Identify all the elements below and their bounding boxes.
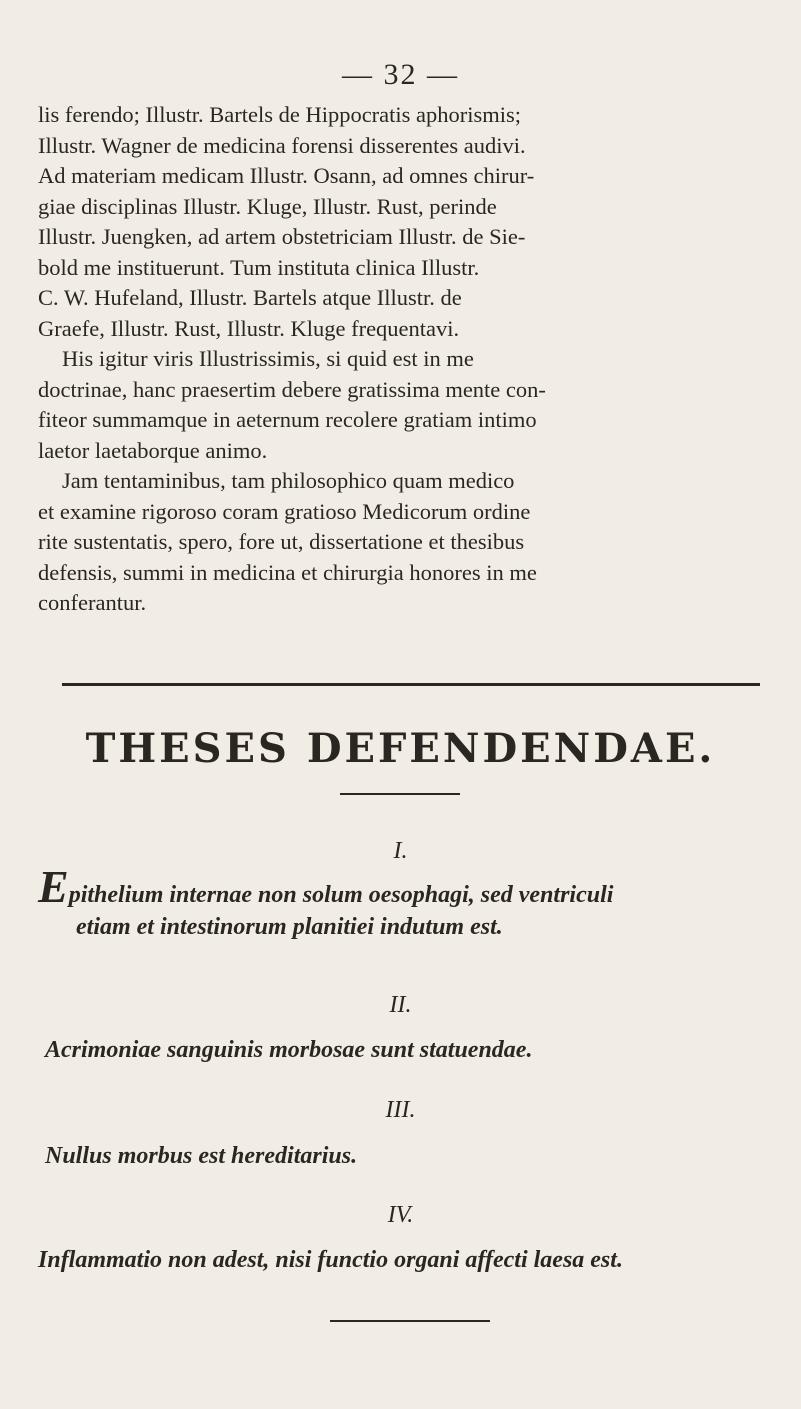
section-divider bbox=[62, 683, 760, 686]
text-line: laetor laetaborque animo. bbox=[38, 437, 268, 463]
paragraph-examinations bbox=[38, 466, 773, 619]
text-line: etiam et intestinorum planitiei indutum est. bbox=[76, 914, 503, 940]
heading-underline bbox=[340, 793, 460, 795]
body-text bbox=[38, 100, 773, 619]
text-line: rite sustentatis, spero, fore ut, dissertatione et thesibus bbox=[38, 529, 525, 554]
text-line: et examine rigoroso coram gratioso Medicorum ordine bbox=[38, 498, 531, 524]
text-line: Illustr. Wagner de medicina forensi disserentes audivi. bbox=[38, 132, 526, 158]
text-line: Inflammatio non adest, nisi functio organi affecti laesa est. bbox=[38, 1247, 623, 1273]
thesis-number: I. bbox=[393, 838, 408, 864]
thesis-text bbox=[38, 1244, 623, 1276]
text-line: Acrimoniae sanguinis morbosae sunt statuendae. bbox=[45, 1037, 533, 1063]
text-line: Jam tentaminibus, tam philosophico quam medico bbox=[62, 468, 515, 493]
section-heading: THESES DEFENDENDAE. bbox=[85, 725, 716, 772]
paragraph-acknowledgment-teachers bbox=[38, 100, 773, 344]
text-line: giae disciplinas Illustr. Kluge, Illustr. Rust, perinde bbox=[38, 193, 497, 219]
text-line: Ad materiam medicam Illustr. Osann, ad omnes chirur- bbox=[38, 163, 535, 188]
text-line: Nullus morbus est hereditarius. bbox=[45, 1143, 358, 1169]
thesis-number: IV. bbox=[387, 1202, 414, 1228]
text-line: bold me instituerunt. Tum instituta clinica Illustr. bbox=[38, 254, 480, 280]
thesis-number: III. bbox=[385, 1097, 416, 1123]
thesis-number: II. bbox=[389, 992, 412, 1018]
thesis-text bbox=[38, 861, 614, 943]
text-line: His igitur viris Illustrissimis, si quid est in me bbox=[62, 346, 474, 371]
text-line: doctrinae, hanc praesertim debere gratissima mente con- bbox=[38, 376, 546, 402]
closing-rule bbox=[330, 1320, 490, 1322]
text-line: C. W. Hufeland, Illustr. Bartels atque Illustr. de bbox=[38, 285, 462, 310]
page-number: — 32 — bbox=[342, 58, 459, 91]
text-line: lis ferendo; Illustr. Bartels de Hippocratis aphorismis; bbox=[38, 102, 522, 127]
text-line: fiteor summamque in aeternum recolere gratiam intimo bbox=[38, 407, 537, 432]
paragraph-gratitude bbox=[38, 344, 773, 466]
text-line: defensis, summi in medicina et chirurgia honores in me bbox=[38, 559, 537, 585]
text-line: Graefe, Illustr. Rust, Illustr. Kluge frequentavi. bbox=[38, 315, 460, 341]
thesis-text bbox=[45, 1034, 532, 1066]
text-line: Illustr. Juengken, ad artem obstetriciam Illustr. de Sie- bbox=[38, 224, 526, 249]
thesis-text bbox=[45, 1140, 357, 1172]
text-line: pithelium internae non solum oesophagi, sed ventriculi bbox=[68, 882, 614, 908]
text-line: conferantur. bbox=[38, 590, 147, 615]
drop-cap: E bbox=[38, 861, 69, 912]
